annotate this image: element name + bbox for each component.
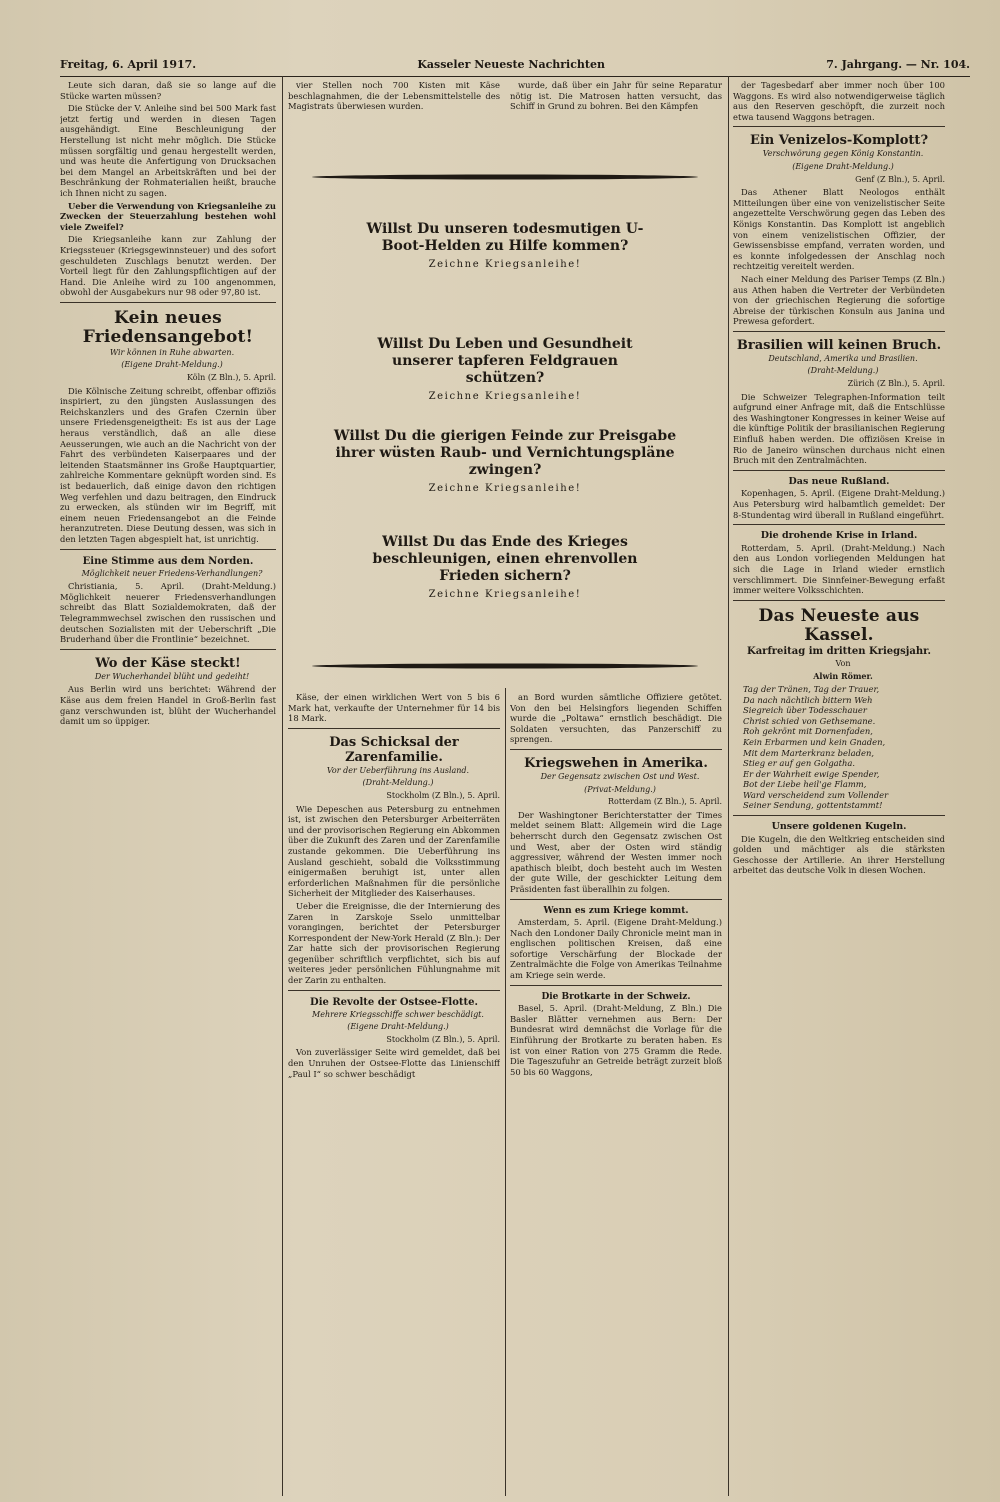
- subheadline: Vor der Ueberführung ins Ausland.: [326, 765, 470, 775]
- ad-call-to-action: Zeichne Kriegsanleihe!: [428, 391, 582, 402]
- subheadline: Wir können in Ruhe abwarten.: [109, 347, 235, 357]
- dateline: Rotterdam (Z Bln.), 5. April.: [608, 797, 722, 807]
- article-divider: [510, 899, 722, 900]
- poem-line: Stieg er auf gen Golgatha.: [743, 758, 856, 769]
- byline-author: Alwin Römer.: [813, 671, 873, 682]
- headline-zarenfamilie: Das Schicksal der Zarenfamilie.: [329, 734, 459, 765]
- column-divider: [505, 688, 506, 1496]
- ad-block-2: [282, 336, 728, 402]
- article-text: Aus Berlin wird uns berichtet: Während der Käse aus dem freien Handel in Groß-Berlin fast ganz verschwunden ist, blüht der Wucherhandel damit um so üppiger.: [60, 684, 276, 727]
- dateline: Zürich (Z Bln.), 5. April.: [847, 379, 945, 389]
- article-text: Nach einer Meldung des Pariser Temps (Z Bln.) aus Athen haben die Vertreter der Verbündeten von der griechischen Regierung die sofortige Abreise der türkischen Konsuln aus Janina und Prewesa gefordert.: [733, 273, 945, 327]
- article-text: Die Kriegsanleihe kann zur Zahlung der Kriegssteuer (Kriegsgewinnsteuer) und des sofort geschuldeten Zuschlags benutzt werden. Der Vorteil liegt für den Zahlungspflichtigen auf der Hand. Die Anleihe wird zu 100 angenommen, obwohl der Ausgabekurs nur 98 oder 97,80 ist.: [60, 234, 276, 298]
- headline-kriege: Wenn es zum Kriege kommt.: [543, 905, 689, 916]
- poem-line: Da nach nächtlich bittern Weh: [743, 694, 873, 705]
- article-text: Von zuverlässiger Seite wird gemeldet, daß bei den Unruhen der Ostsee-Flotte das Linienschiff „Paul I“ so schwer beschädigt: [288, 1047, 500, 1079]
- headline-amerika: Kriegswehen in Amerika.: [524, 755, 708, 771]
- ad-block-1: [282, 221, 728, 270]
- article-text: Amsterdam, 5. April. (Eigene Draht-Meldung.) Nach den Londoner Daily Chronicle meint man in englischen politischen Kreisen, daß eine sofortige Verschärfung der Blockade der Zentralmächte die Folge von Amerikas Teilnahme am Kriege sein werde.: [510, 917, 722, 981]
- column-2: [288, 692, 500, 1492]
- article-text: Christiania, 5. April. (Draht-Meldung.) Möglichkeit neuerer Friedensverhandlungen schreibt das Blatt Sozialdemokraten, daß der Telegrammwechsel zwischen den russischen und deutschen Sozialisten mit der Ueberschrift „Die Bruderhand über die Frontlinie“ bezeichnet.: [60, 581, 276, 645]
- headline-friedensangebot: Kein neues Friedensangebot!: [82, 307, 254, 347]
- article-divider: [60, 649, 276, 650]
- ad-call-to-action: Zeichne Kriegsanleihe!: [428, 589, 582, 600]
- headline-venizelos: Ein Venizelos-Komplott?: [749, 133, 929, 149]
- poem-line: Siegreich über Todesschauer: [743, 705, 867, 716]
- poem-line: Seiner Sendung, gottentstammt!: [743, 800, 883, 811]
- headline-brasilien: Brasilien will keinen Bruch.: [736, 337, 942, 353]
- article-text: Wie Depeschen aus Petersburg zu entnehmen ist, ist zwischen den Petersburger Arbeiterräten und der provisorischen Regierung ein Abkommen über die Zukunft des Zaren und der Zarenfamilie zustande gekommen. Die Ueberführung ins Ausland geschieht, sobald die Volksstimmung einigermaßen beruhigt ist, unter allen erforderlichen Maßnahmen für die persönliche Sicherheit der Mitglieder des Kaiserhauses.: [288, 803, 500, 899]
- article-text: Käse, der einen wirklichen Wert von 5 bis 6 Mark hat, verkaufte der Unternehmer für 14 bis 18 Mark.: [288, 692, 500, 724]
- subheadline: Möglichkeit neuer Friedens-Verhandlungen?: [81, 568, 263, 578]
- article-text: Rotterdam, 5. April. (Draht-Meldung.) Nach den aus London vorliegenden Meldungen hat sich die Lage in Irland wieder ernstlich verschlimmert. Die Sinnfeiner-Bewegung erfaßt immer weitere Volksschichten.: [733, 542, 945, 596]
- column-4: [733, 80, 945, 1492]
- war-bond-advertisement: [282, 76, 728, 688]
- subheadline: Verschwörung gegen König Konstantin.: [762, 149, 924, 159]
- article-divider: [733, 600, 945, 601]
- dateline: Stockholm (Z Bln.), 5. April.: [386, 1034, 500, 1044]
- subheadline-karfreitag: Karfreitag im dritten Kriegsjahr.: [747, 645, 931, 657]
- article-text: Ueber die Ereignisse, die der Internierung des Zaren in Zarskoje Sselo unmittelbar vorangingen, berichtet der Petersburger Korrespondent der New-York Herald (Z Bln.): Der Zar hatte sich der provisorischen Regierung gegenüber schriftlich verpflichtet, sich bis auf weiteres jeder persönlichen Fühlungnahme mit der Zarin zu enthalten.: [288, 900, 500, 986]
- article-divider: [733, 126, 945, 127]
- article-divider: [288, 990, 500, 991]
- article-text: Basel, 5. April. (Draht-Meldung, Z Bln.) Die Basler Blätter vernehmen aus Bern: Der Bundesrat wird demnächst die Vorlage für die Einführung der Brotkarte zu beraten haben. Es ist von einer Ration von 275 Gramm die Rede. Die Tageszufuhr an Getreide beträgt zurzeit bloß 50 bis 60 Waggons,: [510, 1003, 722, 1077]
- poem-line: Bot der Liebe heil'ge Flamm,: [743, 779, 867, 790]
- poem-line: Christ schied von Gethsemane.: [743, 715, 876, 726]
- article-divider: [510, 749, 722, 750]
- article-text: Die Kugeln, die den Weltkrieg entscheiden sind golden und mächtiger als die stärksten Geschosse der Artillerie. An ihrer Herstellung arbeitet das deutsche Volk in diesen Wochen.: [733, 833, 945, 876]
- headline-kugeln: Unsere goldenen Kugeln.: [771, 821, 907, 833]
- headline-kaese: Wo der Käse steckt!: [95, 655, 241, 671]
- article-divider: [733, 470, 945, 471]
- article-text: Leute sich daran, daß sie so lange auf die Stücke warten müssen?: [60, 80, 276, 101]
- article-divider: [60, 302, 276, 303]
- headline-irland: Die drohende Krise in Irland.: [760, 530, 918, 542]
- article-divider: [60, 549, 276, 550]
- poem-line: Roh gekrönt mit Dornenfaden,: [743, 726, 873, 737]
- header-masthead: Kasseler Neueste Nachrichten: [417, 58, 606, 71]
- poem-line: Tag der Tränen, Tag der Trauer,: [743, 683, 880, 694]
- article-text: vier Stellen noch 700 Kisten mit Käse beschlagnahmen, die der Lebensmittelstelle des Magistrats überwiesen wurden.: [288, 80, 500, 112]
- subheadline: Der Wucherhandel blüht und gedeiht!: [94, 671, 250, 681]
- header-date: Freitag, 6. April 1917.: [60, 58, 197, 71]
- article-divider: [288, 728, 500, 729]
- article-divider: [733, 331, 945, 332]
- article-text: Die Stücke der V. Anleihe sind bei 500 Mark fast jetzt fertig und werden in diesen Tagen ausgehändigt. Eine Beschleunigung der Herstellung ist nicht mehr möglich. Die Stücke müssen sorgfältig und genau hergestellt werden, und was heute die Anfertigung von Drucksachen bei dem Mangel an Arbeitskräften und bei der Beschränkung der Rohmaterialien heißt, brauche ich Ihnen nicht zu sagen.: [60, 103, 276, 198]
- poem-line: Er der Wahrheit ewige Spender,: [743, 768, 880, 779]
- poem: [733, 684, 945, 811]
- ad-question: Willst Du das Ende des Krieges beschleunigen, einen ehrenvollen Frieden sichern?: [372, 534, 638, 584]
- source-note: (Draht-Meldung.): [362, 778, 434, 788]
- ad-question: Willst Du Leben und Gesundheit unserer tapferen Feldgrauen schützen?: [377, 336, 633, 386]
- ad-question: Willst Du unseren todesmutigen U-Boot-Helden zu Hilfe kommen?: [366, 221, 644, 254]
- ad-block-4: [282, 534, 728, 600]
- source-note: (Eigene Draht-Meldung.): [792, 161, 894, 171]
- source-note: (Draht-Meldung.): [807, 366, 879, 376]
- ad-call-to-action: Zeichne Kriegsanleihe!: [428, 259, 582, 270]
- headline-brotkarte: Die Brotkarte in der Schweiz.: [541, 991, 691, 1002]
- page-header: [60, 58, 970, 74]
- subheadline: Mehrere Kriegsschiffe schwer beschädigt.: [312, 1009, 484, 1019]
- poem-line: Ward verscheidend zum Vollender: [743, 789, 889, 800]
- article-text: an Bord wurden sämtliche Offiziere getötet. Von den bei Helsingfors liegenden Schiffen wurde die „Poltawa“ ernstlich beschädigt. Die Soldaten versuchten, das Panzerschiff zu sprengen.: [510, 692, 722, 745]
- article-text: Der Washingtoner Berichterstatter der Times meldet seinem Blatt: Allgemein wird die Lage beherrscht durch den Gegensatz zwischen Ost und West, aber der Osten wird ständig aggressiver, während der Westen immer noch apathisch bleibt, doch besteht auch im Westen der gute Wille, der geschickter Leitung dem Präsidenten fast überallhin zu folgen.: [510, 809, 722, 894]
- headline-russland: Das neue Rußland.: [788, 475, 890, 487]
- article-text: der Tagesbedarf aber immer noch über 100 Waggons. Es wird also notwendigerweise täglich aus den Reserven geschöpft, die zurzeit noch etwa tausend Waggons betragen.: [733, 80, 945, 122]
- article-divider: [733, 815, 945, 816]
- ad-question: Willst Du die gierigen Feinde zur Preisgabe ihrer wüsten Raub- und Vernichtungspläne zwingen?: [333, 428, 677, 478]
- source-note: (Eigene Draht-Meldung.): [347, 1022, 449, 1032]
- column-1: [60, 80, 276, 1492]
- headline-ostsee-flotte: Die Revolte der Ostsee-Flotte.: [310, 996, 478, 1008]
- article-divider: [510, 985, 722, 986]
- source-note: (Eigene Draht-Meldung.): [121, 360, 223, 370]
- headline-norden: Eine Stimme aus dem Norden.: [82, 555, 254, 567]
- ornament-rule: [312, 175, 698, 180]
- article-text: Das Athener Blatt Neologos enthält Mitteilungen über eine von venizelistischer Seite angezettelte Verschwörung gegen das Leben des Königs Konstantin. Das Komplott ist angeblich von einem venizelistischen Offizier, der Gewissensbisse empfand, verraten worden, und es konnte infolgedessen der Anschlag noch rechtzeitig vereitelt werden.: [733, 187, 945, 272]
- dateline: Genf (Z Bln.), 5. April.: [855, 174, 945, 184]
- article-text: Die Kölnische Zeitung schreibt, offenbar offiziös inspiriert, zu den jüngsten Auslassungen des Reichskanzlers und des Grafen Czernin über unsere Friedensgeneigtheit: Es ist aus der Lage heraus verständlich, daß an alle diese Aeusserungen, wie auch an die Nachricht von der Fahrt des verbündeten Kaiserpaares und der leitenden Staatsmänner ins Große Hauptquartier, zahlreiche Kommentare geknüpft worden sind. Es ist bedauerlich, daß einige davon den richtigen Weg verfehlen und dazu beitragen, den Eindruck zu erwecken, als stünden wir im Begriff, mit einem neuen Friedensangebot an die Feinde heranzutreten. Diese Deutung dessen, was sich in den letzten Tagen abgespielt hat, ist unrichtig.: [60, 385, 276, 544]
- article-text: Ueber die Verwendung von Kriegsanleihe zu Zwecken der Steuerzahlung bestehen wohl viele Zweifel?: [60, 200, 276, 232]
- source-note: (Privat-Meldung.): [584, 784, 656, 794]
- article-text: wurde, daß über ein Jahr für seine Reparatur nötig ist. Die Matrosen hatten versucht, das Schiff in Grund zu bohren. Bei den Kämpfen: [510, 80, 722, 112]
- header-issue: 7. Jahrgang. — Nr. 104.: [826, 58, 970, 71]
- article-text: Kopenhagen, 5. April. (Eigene Draht-Meldung.) Aus Petersburg wird halbamtlich gemeldet: Der 8-Stundentag wird überall in Rußland eingeführt.: [733, 488, 945, 520]
- article-divider: [733, 524, 945, 525]
- headline-kassel: Das Neueste aus Kassel.: [758, 605, 920, 645]
- ornament-rule: [312, 664, 698, 669]
- poem-line: Kein Erbarmen und kein Gnaden,: [743, 736, 886, 747]
- column-divider: [728, 76, 729, 1496]
- subheadline: Deutschland, Amerika und Brasilien.: [768, 353, 918, 363]
- dateline: Stockholm (Z Bln.), 5. April.: [386, 790, 500, 800]
- subheadline: Der Gegensatz zwischen Ost und West.: [540, 771, 700, 781]
- byline-von: Von: [835, 658, 851, 668]
- dateline: Köln (Z Bln.), 5. April.: [187, 373, 276, 383]
- ad-call-to-action: Zeichne Kriegsanleihe!: [428, 483, 582, 494]
- article-text: Die Schweizer Telegraphen-Information teilt aufgrund einer Anfrage mit, daß die Entschlüsse des Washingtoner Kongresses in keiner Weise auf die künftige Politik der brasilianischen Regierung Einfluß haben werden. Die offiziösen Kreise in Rio de Janeiro wünschen durchaus nicht einen Bruch mit den Zentralmächten.: [733, 391, 945, 466]
- ad-block-3: [282, 428, 728, 494]
- column-3: [510, 692, 722, 1492]
- poem-line: Mit dem Marterkranz beladen,: [743, 747, 875, 758]
